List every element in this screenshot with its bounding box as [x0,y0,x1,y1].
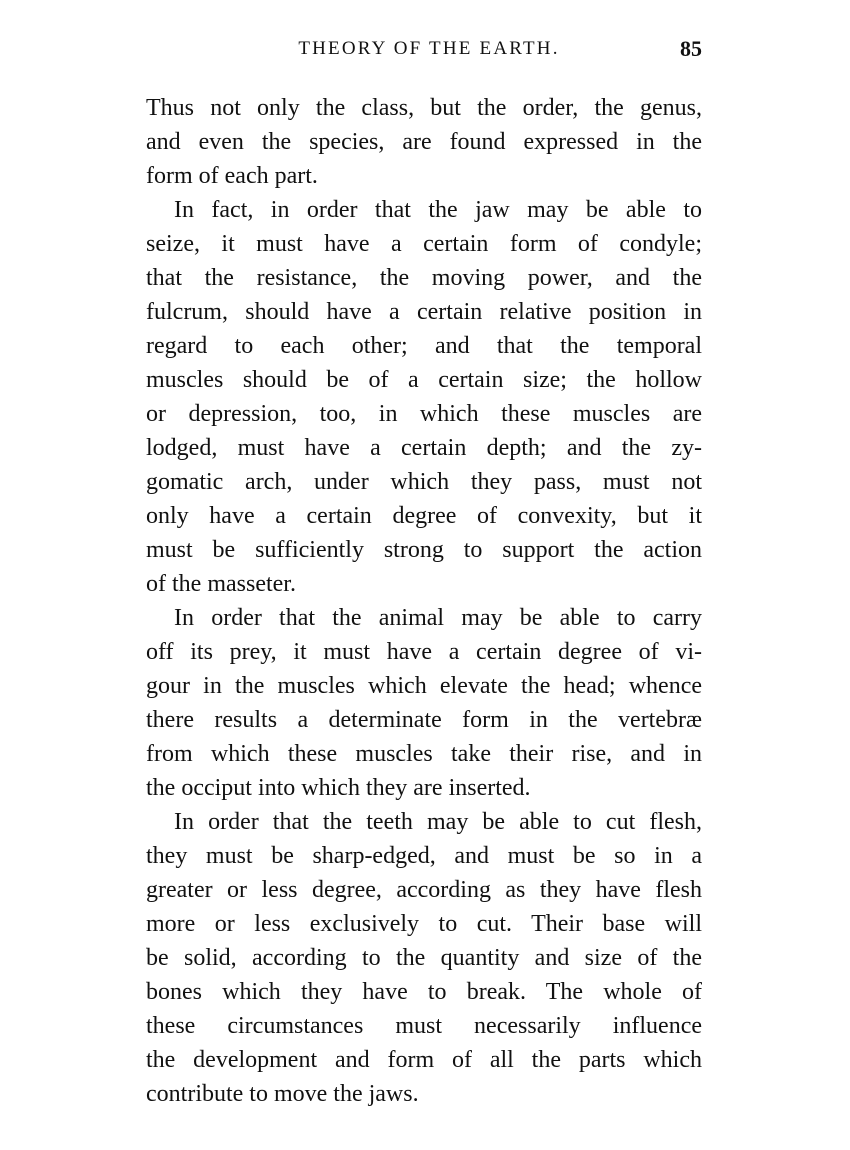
text-line: form of each part. [146,163,318,189]
text-line: In fact, in order that the jaw may be able to [174,197,702,223]
text-line: must be sufficiently strong to support the action [146,537,702,563]
body-text [146,91,702,1111]
text-line: Thus not only the class, but the order, the genus, [146,95,702,121]
text-line: there results a determinate form in the vertebræ [146,707,702,733]
text-line: off its prey, it must have a certain degree of vi- [146,639,702,665]
text-line: contribute to move the jaws. [146,1081,419,1107]
text-line: they must be sharp-edged, and must be so in a [146,843,702,869]
text-line: fulcrum, should have a certain relative position in [146,299,702,325]
text-line: be solid, according to the quantity and size of the [146,945,702,971]
text-line: In order that the animal may be able to carry [174,605,702,631]
text-line: greater or less degree, according as they have flesh [146,877,702,903]
text-line: gomatic arch, under which they pass, must not [146,469,702,495]
text-line: of the masseter. [146,571,296,597]
text-line: the development and form of all the parts which [146,1047,702,1073]
text-line: from which these muscles take their rise, and in [146,741,702,767]
text-line: or depression, too, in which these muscles are [146,401,702,427]
running-head [146,38,702,68]
text-line: bones which they have to break. The whole of [146,979,702,1005]
text-line: seize, it must have a certain form of condyle; [146,231,702,257]
text-line: gour in the muscles which elevate the head; whence [146,673,702,699]
text-line: and even the species, are found expressed in the [146,129,702,155]
text-line: In order that the teeth may be able to cut flesh, [174,809,702,835]
text-line: only have a certain degree of convexity, but it [146,503,702,529]
page-number: 85 [680,36,702,61]
text-line: that the resistance, the moving power, and the [146,265,702,291]
text-line: the occiput into which they are inserted. [146,775,531,801]
text-line: regard to each other; and that the temporal [146,333,702,359]
text-line: more or less exclusively to cut. Their base will [146,911,702,937]
text-line: muscles should be of a certain size; the hollow [146,367,702,393]
text-line: these circumstances must necessarily influence [146,1013,702,1039]
running-title: THEORY OF THE EARTH. [298,38,560,59]
text-line: lodged, must have a certain depth; and the zy- [146,435,702,461]
